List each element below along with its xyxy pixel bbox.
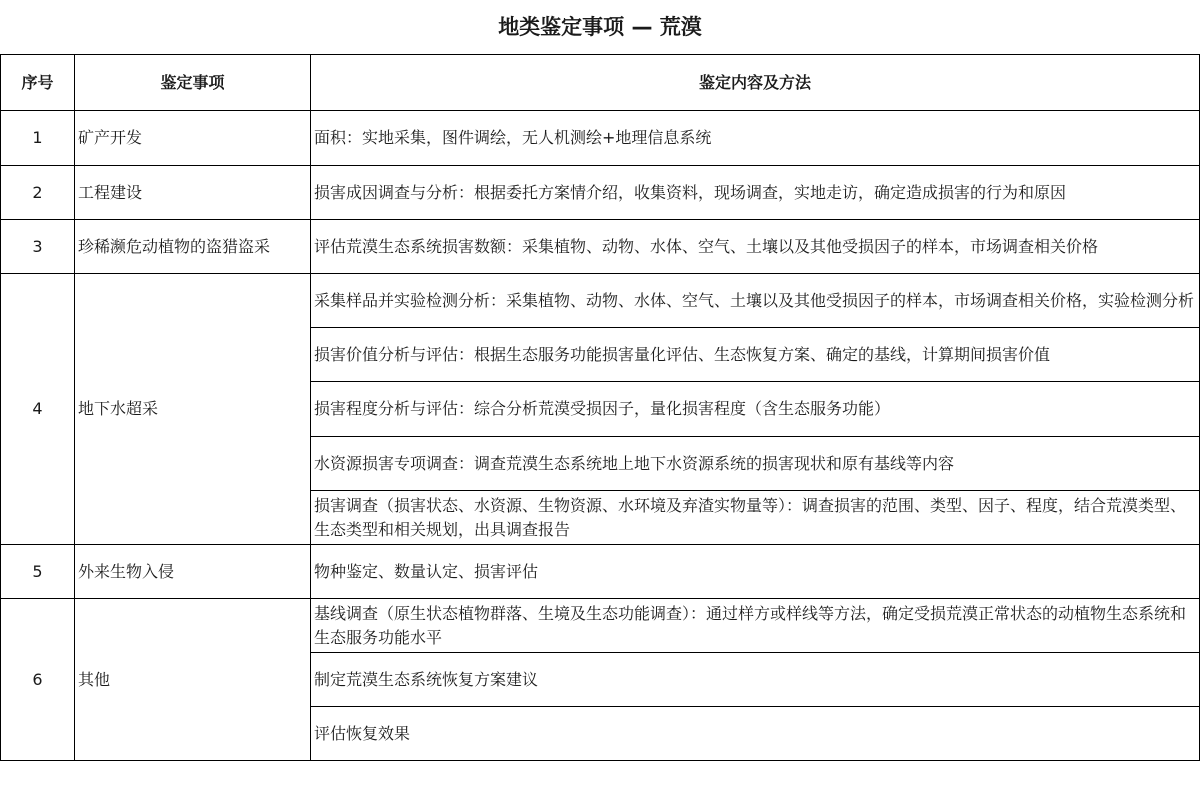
row-item: 工程建设 bbox=[75, 166, 311, 220]
row-item: 矿产开发 bbox=[75, 111, 311, 166]
row-content: 制定荒漠生态系统恢复方案建议 bbox=[311, 653, 1200, 707]
row-content: 损害成因调查与分析：根据委托方案情介绍，收集资料，现场调查，实地走访，确定造成损害的行为和原因 bbox=[311, 166, 1200, 220]
header-item: 鉴定事项 bbox=[75, 55, 311, 111]
row-index: 3 bbox=[1, 220, 75, 274]
row-content: 面积：实地采集，图件调绘，无人机测绘+地理信息系统 bbox=[311, 111, 1200, 166]
table-row bbox=[1, 111, 1200, 166]
header-content: 鉴定内容及方法 bbox=[311, 55, 1200, 111]
row-content: 基线调查（原生状态植物群落、生境及生态功能调查）：通过样方或样线等方法，确定受损荒漠正常状态的动植物生态系统和生态服务功能水平 bbox=[311, 599, 1200, 653]
table-row bbox=[1, 166, 1200, 220]
table-row bbox=[1, 274, 1200, 328]
row-content: 损害程度分析与评估：综合分析荒漠受损因子，量化损害程度（含生态服务功能） bbox=[311, 382, 1200, 437]
row-content: 采集样品并实验检测分析：采集植物、动物、水体、空气、土壤以及其他受损因子的样本，市场调查相关价格，实验检测分析 bbox=[311, 274, 1200, 328]
header-row bbox=[1, 55, 1200, 111]
title-row bbox=[1, 0, 1200, 55]
row-content: 物种鉴定、数量认定、损害评估 bbox=[311, 545, 1200, 599]
row-content: 评估恢复效果 bbox=[311, 707, 1200, 761]
row-index: 6 bbox=[1, 599, 75, 761]
row-content: 损害价值分析与评估：根据生态服务功能损害量化评估、生态恢复方案、确定的基线，计算期间损害价值 bbox=[311, 328, 1200, 382]
row-item: 珍稀濒危动植物的盗猎盗采 bbox=[75, 220, 311, 274]
header-index: 序号 bbox=[1, 55, 75, 111]
row-item: 其他 bbox=[75, 599, 311, 761]
table-row bbox=[1, 220, 1200, 274]
table-row bbox=[1, 599, 1200, 653]
row-item: 地下水超采 bbox=[75, 274, 311, 545]
row-index: 1 bbox=[1, 111, 75, 166]
row-content: 水资源损害专项调查：调查荒漠生态系统地上地下水资源系统的损害现状和原有基线等内容 bbox=[311, 437, 1200, 491]
row-content: 评估荒漠生态系统损害数额：采集植物、动物、水体、空气、土壤以及其他受损因子的样本，市场调查相关价格 bbox=[311, 220, 1200, 274]
row-item: 外来生物入侵 bbox=[75, 545, 311, 599]
row-index: 4 bbox=[1, 274, 75, 545]
table-title: 地类鉴定事项 — 荒漠 bbox=[1, 0, 1200, 55]
row-index: 2 bbox=[1, 166, 75, 220]
table-row bbox=[1, 545, 1200, 599]
row-index: 5 bbox=[1, 545, 75, 599]
row-content: 损害调查（损害状态、水资源、生物资源、水环境及弃渣实物量等）：调查损害的范围、类型、因子、程度，结合荒漠类型、生态类型和相关规划，出具调查报告 bbox=[311, 491, 1200, 545]
